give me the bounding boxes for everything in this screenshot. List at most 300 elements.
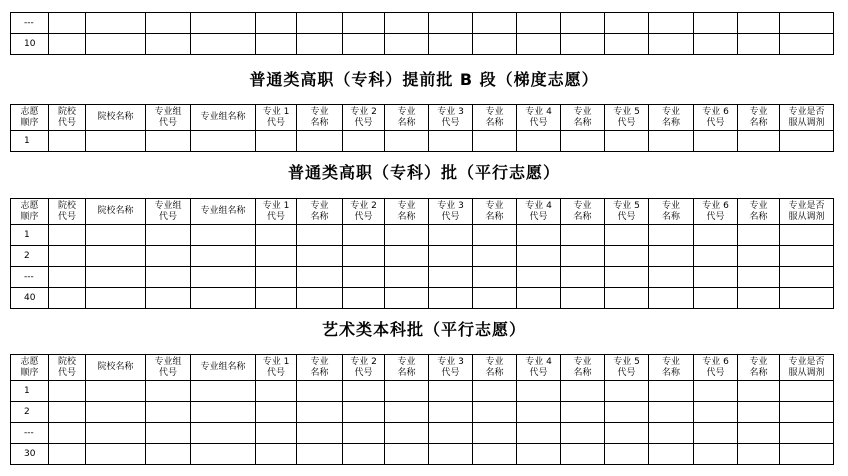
column-header-text: 志愿 [20,200,39,211]
column-header [517,355,561,381]
blank-entry-cell[interactable] [191,444,256,465]
blank-entry-cell[interactable] [146,288,191,309]
column-header-text: 专业 6 [702,200,729,211]
blank-entry-cell[interactable] [517,246,561,267]
blank-entry-cell[interactable] [256,402,297,423]
blank-entry-cell[interactable] [385,381,429,402]
column-header-text: 代号 [57,367,76,378]
blank-entry-cell[interactable] [256,131,297,152]
column-header [649,199,694,225]
blank-entry-cell[interactable] [473,13,517,34]
blank-entry-cell[interactable] [605,402,649,423]
blank-entry-cell[interactable] [297,246,343,267]
row-number: 1 [11,225,49,246]
column-header-text: 专业 [573,356,592,367]
blank-entry-cell[interactable] [297,402,343,423]
blank-entry-cell[interactable] [517,131,561,152]
column-header-text: 专业组 [154,106,182,117]
column-header-text: 院校名称 [97,112,134,122]
row-number: 1 [11,131,49,152]
blank-entry-cell[interactable] [649,267,694,288]
blank-entry-cell[interactable] [385,423,429,444]
column-header-text: 专业 [661,200,680,211]
column-header [11,105,49,131]
blank-entry-cell[interactable] [780,34,834,55]
blank-entry-cell[interactable] [694,13,738,34]
blank-entry-cell[interactable] [561,246,605,267]
column-header [385,355,429,381]
table-row [11,288,834,309]
column-header [780,105,834,131]
blank-entry-cell[interactable] [649,246,694,267]
blank-entry-cell[interactable] [49,131,86,152]
blank-entry-cell[interactable] [146,131,191,152]
column-header [191,105,256,131]
blank-entry-cell[interactable] [146,246,191,267]
blank-entry-cell[interactable] [385,402,429,423]
blank-entry-cell[interactable] [694,288,738,309]
table-row [11,34,834,55]
blank-entry-cell[interactable] [517,267,561,288]
blank-entry-cell[interactable] [473,246,517,267]
blank-entry-cell[interactable] [473,267,517,288]
blank-entry-cell[interactable] [385,131,429,152]
column-header [429,105,473,131]
volunteer-table-art-undergrad-batch [10,354,834,465]
blank-entry-cell[interactable] [473,131,517,152]
blank-entry-cell[interactable] [605,267,649,288]
blank-entry-cell[interactable] [297,444,343,465]
blank-entry-cell[interactable] [738,381,780,402]
blank-entry-cell[interactable] [343,288,385,309]
column-header [86,199,146,225]
row-number: --- [11,267,49,288]
column-header [49,199,86,225]
column-header-text: 专业 3 [437,106,464,117]
blank-entry-cell[interactable] [256,225,297,246]
column-header-text: 专业 1 [262,200,290,211]
column-header [780,199,834,225]
blank-entry-cell[interactable] [517,402,561,423]
table-row [11,13,834,34]
blank-entry-cell[interactable] [473,444,517,465]
blank-entry-cell[interactable] [780,381,834,402]
blank-entry-cell[interactable] [605,423,649,444]
column-header-text: 代号 [354,117,373,128]
blank-entry-cell[interactable] [191,423,256,444]
column-header [605,355,649,381]
column-header-text: 专业 [485,106,504,117]
column-header [738,199,780,225]
blank-entry-cell[interactable] [429,225,473,246]
blank-entry-cell[interactable] [473,423,517,444]
column-header-text: 专业组名称 [200,206,246,216]
blank-entry-cell[interactable] [297,34,343,55]
column-header-text: 代号 [706,367,725,378]
column-header-text: 名称 [573,117,592,128]
column-header-text: 专业 6 [702,356,729,367]
blank-entry-cell[interactable] [561,423,605,444]
blank-entry-cell[interactable] [694,34,738,55]
blank-entry-cell[interactable] [86,131,146,152]
column-header-text: 代号 [706,211,725,222]
blank-entry-cell[interactable] [297,225,343,246]
blank-entry-cell[interactable] [649,34,694,55]
blank-entry-cell[interactable] [297,13,343,34]
column-header-text: 专业 5 [613,200,640,211]
column-header-text: 专业 1 [262,106,290,117]
table-row [11,423,834,444]
blank-entry-cell[interactable] [191,34,256,55]
column-header-text: 专业 [397,356,416,367]
column-header-text: 代号 [529,367,548,378]
blank-entry-cell[interactable] [49,34,86,55]
blank-entry-cell[interactable] [473,34,517,55]
column-header-text: 名称 [661,117,680,128]
blank-entry-cell[interactable] [256,267,297,288]
blank-entry-cell[interactable] [738,267,780,288]
blank-entry-cell[interactable] [146,267,191,288]
blank-entry-cell[interactable] [297,267,343,288]
column-header-text: 专业 [485,356,504,367]
blank-entry-cell[interactable] [694,402,738,423]
blank-entry-cell[interactable] [649,13,694,34]
blank-entry-cell[interactable] [517,13,561,34]
blank-entry-cell[interactable] [343,34,385,55]
blank-entry-cell[interactable] [694,381,738,402]
blank-entry-cell[interactable] [86,444,146,465]
blank-entry-cell[interactable] [191,246,256,267]
blank-entry-cell[interactable] [429,444,473,465]
blank-entry-cell[interactable] [780,131,834,152]
blank-entry-cell[interactable] [343,131,385,152]
blank-entry-cell[interactable] [297,423,343,444]
blank-entry-cell[interactable] [561,225,605,246]
blank-entry-cell[interactable] [649,444,694,465]
column-header [780,355,834,381]
column-header-text: 名称 [485,367,504,378]
column-header-text: 名称 [661,367,680,378]
column-header-text: 代号 [57,117,76,128]
blank-entry-cell[interactable] [146,444,191,465]
column-header-text: 代号 [529,117,548,128]
column-header-text: 专业 [310,356,329,367]
column-header [738,355,780,381]
blank-entry-cell[interactable] [385,13,429,34]
blank-entry-cell[interactable] [86,225,146,246]
blank-entry-cell[interactable] [49,402,86,423]
blank-entry-cell[interactable] [649,423,694,444]
blank-entry-cell[interactable] [86,246,146,267]
blank-entry-cell[interactable] [780,423,834,444]
column-header [738,105,780,131]
column-header-text: 专业 3 [437,356,464,367]
blank-entry-cell[interactable] [343,246,385,267]
blank-entry-cell[interactable] [780,444,834,465]
column-header-text: 代号 [617,211,636,222]
blank-entry-cell[interactable] [49,225,86,246]
column-header [343,105,385,131]
blank-entry-cell[interactable] [694,225,738,246]
blank-entry-cell[interactable] [780,13,834,34]
blank-entry-cell[interactable] [343,402,385,423]
blank-entry-cell[interactable] [86,381,146,402]
blank-entry-cell[interactable] [385,246,429,267]
blank-entry-cell[interactable] [256,288,297,309]
column-header-text: 顺序 [20,211,39,222]
column-header-text: 名称 [485,117,504,128]
blank-entry-cell[interactable] [473,225,517,246]
blank-entry-cell[interactable] [561,34,605,55]
table-row [11,402,834,423]
blank-entry-cell[interactable] [49,423,86,444]
column-header-text: 专业 [485,200,504,211]
column-header-text: 专业组名称 [200,112,246,122]
blank-entry-cell[interactable] [191,267,256,288]
blank-entry-cell[interactable] [473,402,517,423]
column-header [473,355,517,381]
column-header [343,355,385,381]
column-header [517,199,561,225]
column-header-text: 专业 [749,106,768,117]
column-header [694,105,738,131]
blank-entry-cell[interactable] [694,131,738,152]
blank-entry-cell[interactable] [605,381,649,402]
blank-entry-cell[interactable] [256,13,297,34]
column-header [429,355,473,381]
column-header-text: 代号 [441,367,460,378]
column-header [191,199,256,225]
blank-entry-cell[interactable] [780,267,834,288]
blank-entry-cell[interactable] [429,131,473,152]
column-header-text: 专业 [573,200,592,211]
blank-entry-cell[interactable] [191,225,256,246]
blank-entry-cell[interactable] [738,423,780,444]
blank-entry-cell[interactable] [86,423,146,444]
blank-entry-cell[interactable] [738,131,780,152]
blank-entry-cell[interactable] [780,246,834,267]
blank-entry-cell[interactable] [429,381,473,402]
blank-entry-cell[interactable] [49,246,86,267]
column-header-text: 名称 [397,117,416,128]
blank-entry-cell[interactable] [49,267,86,288]
blank-entry-cell[interactable] [561,381,605,402]
column-header-text: 代号 [158,117,177,128]
blank-entry-cell[interactable] [738,225,780,246]
table-row [11,246,834,267]
blank-entry-cell[interactable] [605,288,649,309]
blank-entry-cell[interactable] [517,34,561,55]
column-header [605,199,649,225]
blank-entry-cell[interactable] [343,267,385,288]
blank-entry-cell[interactable] [297,288,343,309]
blank-entry-cell[interactable] [343,423,385,444]
blank-entry-cell[interactable] [429,267,473,288]
blank-entry-cell[interactable] [605,34,649,55]
blank-entry-cell[interactable] [517,444,561,465]
blank-entry-cell[interactable] [738,246,780,267]
blank-entry-cell[interactable] [561,402,605,423]
blank-entry-cell[interactable] [191,288,256,309]
column-header-text: 专业 [661,106,680,117]
column-header-text: 院校名称 [97,362,134,372]
blank-entry-cell[interactable] [561,13,605,34]
blank-entry-cell[interactable] [146,423,191,444]
column-header [11,355,49,381]
blank-entry-cell[interactable] [49,381,86,402]
blank-entry-cell[interactable] [649,381,694,402]
table-header-row [11,199,834,225]
column-header-text: 专业 2 [350,106,377,117]
blank-entry-cell[interactable] [561,267,605,288]
blank-entry-cell[interactable] [429,13,473,34]
blank-entry-cell[interactable] [297,381,343,402]
row-number: 2 [11,246,49,267]
blank-entry-cell[interactable] [385,225,429,246]
blank-entry-cell[interactable] [473,381,517,402]
column-header [694,355,738,381]
column-header-text: 代号 [57,211,76,222]
blank-entry-cell[interactable] [191,13,256,34]
column-header-text: 专业 3 [437,200,464,211]
column-header-text: 代号 [617,117,636,128]
blank-entry-cell[interactable] [385,34,429,55]
column-header-text: 名称 [573,367,592,378]
column-header-text: 代号 [266,367,285,378]
blank-entry-cell[interactable] [86,288,146,309]
blank-entry-cell[interactable] [146,34,191,55]
blank-entry-cell[interactable] [256,246,297,267]
column-header-text: 名称 [749,367,768,378]
blank-entry-cell[interactable] [605,225,649,246]
blank-entry-cell[interactable] [738,288,780,309]
blank-entry-cell[interactable] [256,444,297,465]
blank-entry-cell[interactable] [256,34,297,55]
blank-entry-cell[interactable] [256,381,297,402]
blank-entry-cell[interactable] [429,402,473,423]
blank-entry-cell[interactable] [343,13,385,34]
blank-entry-cell[interactable] [738,34,780,55]
blank-entry-cell[interactable] [473,288,517,309]
blank-entry-cell[interactable] [49,288,86,309]
blank-entry-cell[interactable] [694,246,738,267]
blank-entry-cell[interactable] [649,131,694,152]
blank-entry-cell[interactable] [738,444,780,465]
blank-entry-cell[interactable] [146,225,191,246]
blank-entry-cell[interactable] [86,34,146,55]
column-header-text: 专业是否 [788,200,825,211]
blank-entry-cell[interactable] [738,402,780,423]
column-header [473,105,517,131]
blank-entry-cell[interactable] [517,423,561,444]
blank-entry-cell[interactable] [517,381,561,402]
column-header-text: 专业是否 [788,106,825,117]
blank-entry-cell[interactable] [429,246,473,267]
blank-entry-cell[interactable] [694,267,738,288]
blank-entry-cell[interactable] [605,246,649,267]
blank-entry-cell[interactable] [780,225,834,246]
blank-entry-cell[interactable] [517,225,561,246]
table-header-row [11,355,834,381]
column-header-text: 专业是否 [788,356,825,367]
blank-entry-cell[interactable] [429,34,473,55]
column-header-text: 名称 [573,211,592,222]
column-header [343,199,385,225]
blank-entry-cell[interactable] [86,267,146,288]
column-header-text: 专业 4 [525,356,552,367]
blank-entry-cell[interactable] [429,288,473,309]
blank-entry-cell[interactable] [694,444,738,465]
column-header [561,105,605,131]
column-header-text: 代号 [441,117,460,128]
blank-entry-cell[interactable] [385,288,429,309]
column-header-text: 代号 [354,211,373,222]
blank-entry-cell[interactable] [780,402,834,423]
blank-entry-cell[interactable] [343,381,385,402]
blank-entry-cell[interactable] [649,288,694,309]
blank-entry-cell[interactable] [780,288,834,309]
table-row [11,267,834,288]
blank-entry-cell[interactable] [146,13,191,34]
blank-entry-cell[interactable] [191,131,256,152]
column-header-text: 专业 2 [350,356,377,367]
blank-entry-cell[interactable] [738,13,780,34]
column-header-text: 代号 [706,117,725,128]
column-header [649,105,694,131]
column-header [694,199,738,225]
column-header [146,199,191,225]
blank-entry-cell[interactable] [694,423,738,444]
blank-entry-cell[interactable] [297,131,343,152]
blank-entry-cell[interactable] [561,131,605,152]
blank-entry-cell[interactable] [343,444,385,465]
blank-entry-cell[interactable] [385,267,429,288]
blank-entry-cell[interactable] [49,444,86,465]
blank-entry-cell[interactable] [49,13,86,34]
blank-entry-cell[interactable] [561,444,605,465]
blank-entry-cell[interactable] [343,225,385,246]
column-header [605,105,649,131]
blank-entry-cell[interactable] [146,381,191,402]
blank-entry-cell[interactable] [561,288,605,309]
blank-entry-cell[interactable] [605,444,649,465]
blank-entry-cell[interactable] [86,402,146,423]
blank-entry-cell[interactable] [605,13,649,34]
blank-entry-cell[interactable] [256,423,297,444]
blank-entry-cell[interactable] [146,402,191,423]
column-header [11,199,49,225]
blank-entry-cell[interactable] [385,444,429,465]
blank-entry-cell[interactable] [429,423,473,444]
blank-entry-cell[interactable] [191,381,256,402]
table-row [11,444,834,465]
column-header [297,355,343,381]
blank-entry-cell[interactable] [649,225,694,246]
blank-entry-cell[interactable] [517,288,561,309]
blank-entry-cell[interactable] [191,402,256,423]
column-header [297,105,343,131]
blank-entry-cell[interactable] [86,13,146,34]
column-header [146,105,191,131]
column-header-text: 名称 [310,117,329,128]
table-row [11,131,834,152]
column-header-text: 专业 4 [525,106,552,117]
column-header-text: 服从调剂 [788,117,825,128]
column-header-text: 院校 [57,106,76,117]
blank-entry-cell[interactable] [649,402,694,423]
blank-entry-cell[interactable] [605,131,649,152]
row-number: --- [11,13,49,34]
